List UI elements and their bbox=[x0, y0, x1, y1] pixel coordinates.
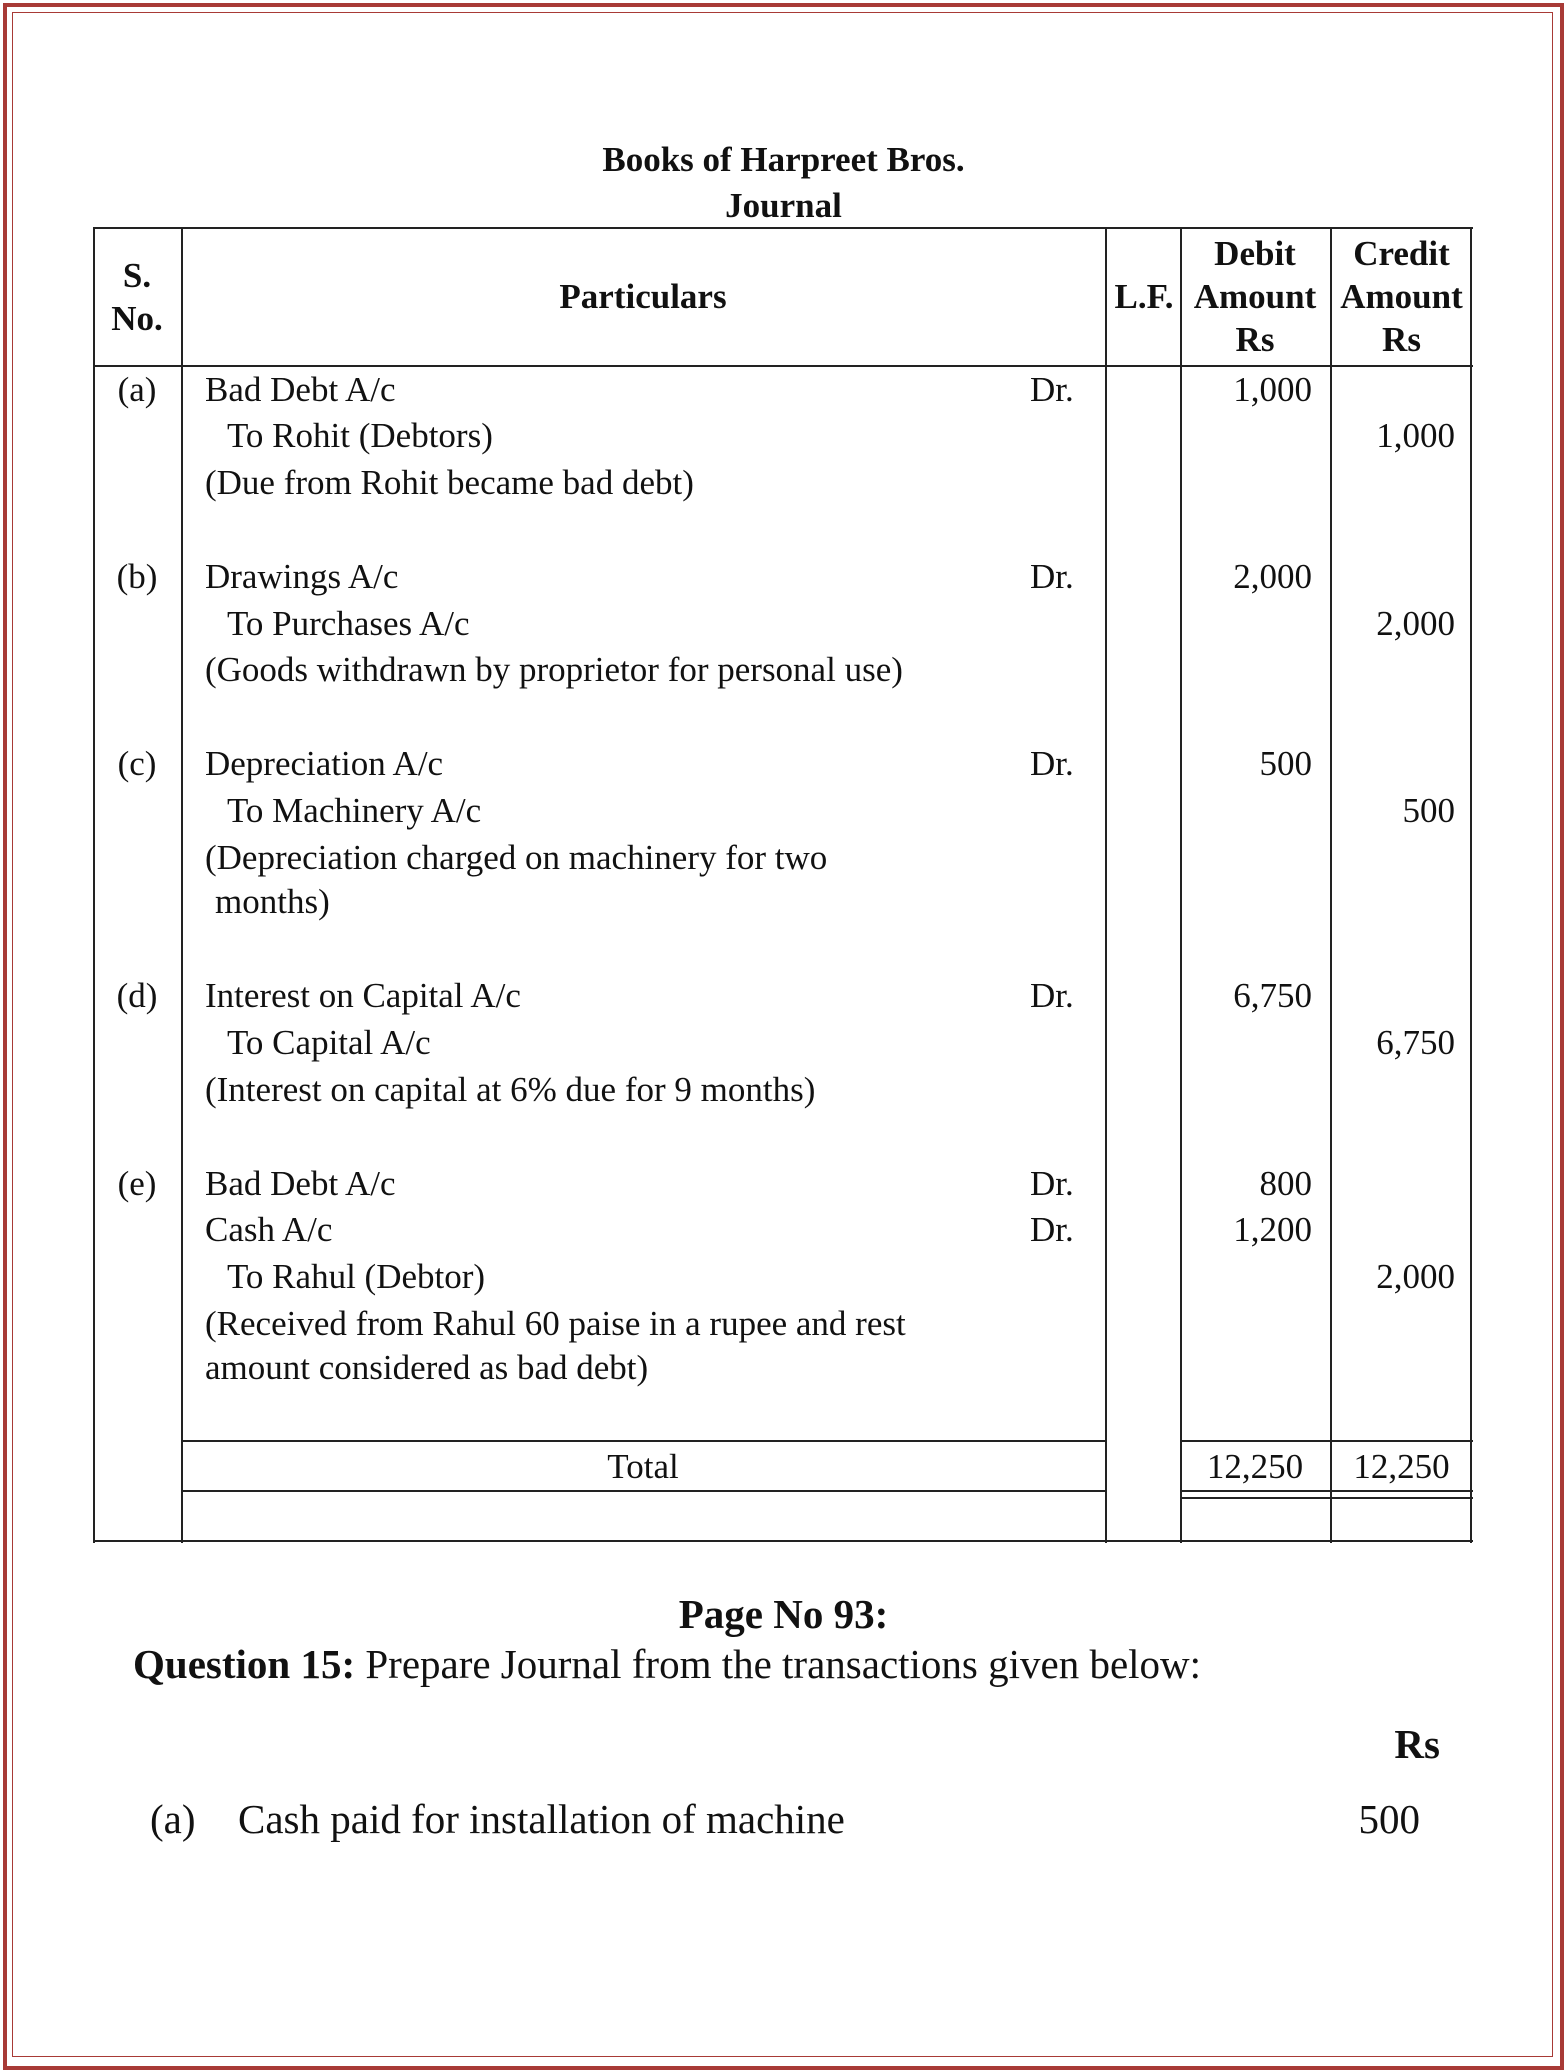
entry-debit-amount: 6,750 bbox=[1233, 976, 1312, 1015]
entry-line-debit-account: Drawings A/c bbox=[205, 557, 399, 596]
entry-narration: (Due from Rohit became bad debt) bbox=[205, 463, 694, 502]
header-lf: L.F. bbox=[1114, 277, 1174, 316]
entry-debit-amount: 800 bbox=[1259, 1164, 1312, 1203]
entry-debit-amount: 2,000 bbox=[1233, 557, 1312, 596]
page-number-heading: Page No 93: bbox=[678, 1591, 889, 1637]
question-item-amount: 500 bbox=[1358, 1796, 1420, 1842]
total-underline-particulars bbox=[181, 1490, 1107, 1492]
entry-sno: (d) bbox=[116, 976, 158, 1015]
entry-line-debit-account: Bad Debt A/c bbox=[205, 1164, 396, 1203]
total-line-particulars bbox=[181, 1440, 1107, 1442]
column-divider-particulars bbox=[1105, 227, 1107, 1543]
journal-table bbox=[93, 227, 1473, 1543]
document-subtitle: Journal bbox=[725, 186, 842, 225]
entry-credit-amount: 6,750 bbox=[1376, 1023, 1455, 1062]
entry-sno: (a) bbox=[117, 370, 157, 409]
question-heading bbox=[133, 1640, 1201, 1688]
document-title: Books of Harpreet Bros. bbox=[602, 140, 965, 179]
entry-line-debit-account: Depreciation A/c bbox=[205, 744, 444, 783]
entry-credit-amount: 1,000 bbox=[1376, 416, 1455, 455]
total-underline-amounts-2 bbox=[1180, 1497, 1473, 1499]
question-item-sno: (a) bbox=[150, 1796, 196, 1842]
entry-line-credit-account: To Purchases A/c bbox=[227, 604, 470, 643]
entry-narration: (Goods withdrawn by proprietor for personal use) bbox=[205, 650, 903, 689]
header-particulars: Particulars bbox=[559, 277, 727, 316]
entry-credit-amount: 500 bbox=[1402, 791, 1455, 830]
entry-dr-marker: Dr. bbox=[1030, 370, 1074, 409]
table-border-top bbox=[93, 227, 1473, 229]
entry-line-credit-account: To Rohit (Debtors) bbox=[227, 416, 493, 455]
question-label: Question 15: bbox=[133, 1641, 356, 1687]
entry-narration-continued: amount considered as bad debt) bbox=[205, 1348, 649, 1387]
entry-debit-amount: 1,200 bbox=[1233, 1210, 1312, 1249]
column-divider-sno bbox=[181, 227, 183, 1543]
entry-dr-marker: Dr. bbox=[1030, 1210, 1074, 1249]
entry-sno: (c) bbox=[117, 744, 157, 783]
entry-credit-amount: 2,000 bbox=[1376, 604, 1455, 643]
entry-line-credit-account: To Machinery A/c bbox=[227, 791, 482, 830]
total-line-amounts bbox=[1180, 1440, 1473, 1442]
entry-line-debit-account: Bad Debt A/c bbox=[205, 370, 396, 409]
entry-narration-continued: months) bbox=[215, 882, 330, 921]
table-border-bottom bbox=[93, 1540, 1473, 1542]
entry-sno: (b) bbox=[116, 557, 158, 596]
header-credit-amount: Credit Amount Rs bbox=[1340, 234, 1463, 359]
entry-debit-amount: 500 bbox=[1259, 744, 1312, 783]
entry-line-debit-account: Interest on Capital A/c bbox=[205, 976, 521, 1015]
question-text: Prepare Journal from the transactions given below: bbox=[355, 1641, 1202, 1687]
entry-sno: (e) bbox=[117, 1164, 157, 1203]
entry-credit-amount: 2,000 bbox=[1376, 1257, 1455, 1296]
entry-dr-marker: Dr. bbox=[1030, 557, 1074, 596]
entry-dr-marker: Dr. bbox=[1030, 976, 1074, 1015]
entry-line-credit-account: To Capital A/c bbox=[227, 1023, 431, 1062]
header-sno: S. No. bbox=[111, 256, 163, 338]
total-debit: 12,250 bbox=[1206, 1447, 1304, 1486]
entry-dr-marker: Dr. bbox=[1030, 744, 1074, 783]
entry-narration: (Received from Rahul 60 paise in a rupee and rest bbox=[205, 1304, 906, 1343]
entry-dr-marker: Dr. bbox=[1030, 1164, 1074, 1203]
question-rs-header: Rs bbox=[1394, 1721, 1440, 1767]
entry-narration: (Interest on capital at 6% due for 9 months) bbox=[205, 1070, 816, 1109]
column-divider-lf bbox=[1180, 227, 1182, 1543]
total-credit: 12,250 bbox=[1353, 1447, 1450, 1486]
table-border-left bbox=[93, 227, 95, 1543]
entry-line-credit-account: To Rahul (Debtor) bbox=[227, 1257, 486, 1296]
total-underline-amounts-1 bbox=[1180, 1490, 1473, 1492]
header-debit-amount: Debit Amount Rs bbox=[1193, 234, 1317, 359]
entry-debit-amount: 1,000 bbox=[1233, 370, 1312, 409]
entry-line-debit-account: Cash A/c bbox=[205, 1210, 333, 1249]
entry-narration: (Depreciation charged on machinery for two bbox=[205, 838, 828, 877]
table-border-right bbox=[1470, 227, 1472, 1543]
question-item-text: Cash paid for installation of machine bbox=[238, 1796, 845, 1842]
total-label: Total bbox=[607, 1447, 679, 1486]
